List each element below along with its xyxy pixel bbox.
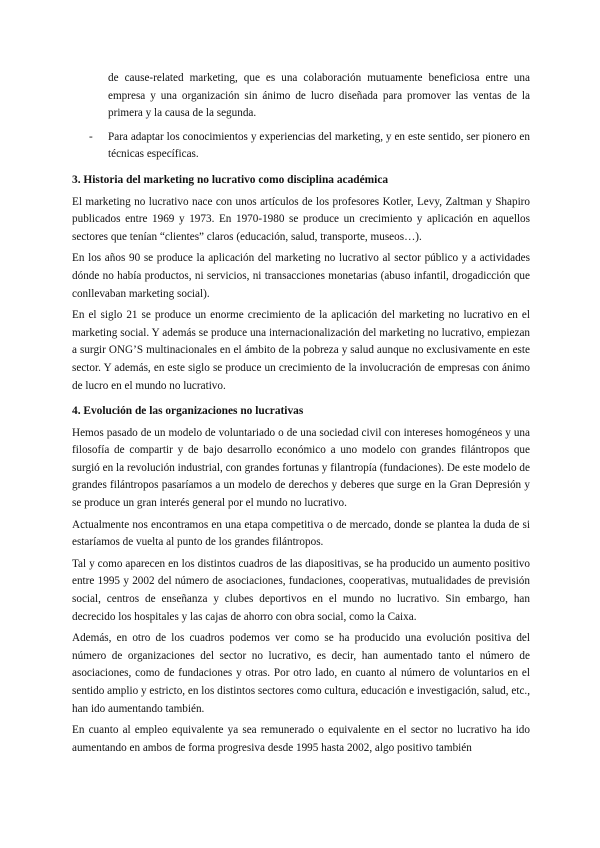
section-4-heading: 4. Evolución de las organizaciones no lucrativas [72, 405, 304, 418]
list-item-continuation: de cause-related marketing, que es una colaboración mutuamente beneficiosa entre una empresa y una organización sin ánimo de lucro diseñada para promover las ventas de la primera y la causa de la segunda. [108, 72, 530, 120]
section-4-paragraph-2: Actualmente nos encontramos en una etapa competitiva o de mercado, donde se plantea la duda de si estaríamos de vuelta al punto de los grandes filántropos. [72, 518, 530, 549]
section-3-paragraph-1: El marketing no lucrativo nace con unos artículos de los profesores Kotler, Levy, Zaltman y Shapiro publicados entre 1969 y 1973. En 1970-1980 se produce un crecimiento y aplicación en aquellos sectores que tenían “clientes” claros (educación, salud, transporte, museos…). [72, 195, 530, 243]
bullet-text: Para adaptar los conocimientos y experiencias del marketing, y en este sentido, ser pionero en técnicas específicas. [108, 130, 530, 161]
section-4-paragraph-3: Tal y como aparecen en los distintos cuadros de las diapositivas, se ha producido un aumento positivo entre 1995 y 2002 del número de asociaciones, fundaciones, cooperativas, mutualidades de previsión social, centros de enseñanza y clubes deportivos en el mundo no lucrativo. Sin embargo, han decrecido los hospitales y las cajas de ahorro con obra social, como la Caixa. [72, 557, 530, 623]
bullet-marker: - [89, 130, 93, 143]
section-3-paragraph-2: En los años 90 se produce la aplicación del marketing no lucrativo al sector público y a actividades dónde no había productos, ni servicios, ni transacciones monetarias (abuso infantil, drogadicción que conllevaban marketing social). [72, 252, 530, 300]
section-4-paragraph-1: Hemos pasado de un modelo de voluntariado o de una sociedad civil con intereses homogéneos y una filosofía de compartir y de bajo desarrollo económico a uno modelo con grandes filántropos que surgió en la revolución industrial, con grandes fortunas y filantropía (fundaciones). De este modelo de grandes filántropos pasaríamos a un modelo de derechos y deberes que surge en la Gran Depresión y se produce un gran interés general por el mundo no lucrativo. [72, 426, 530, 510]
section-4-paragraph-5: En cuanto al empleo equivalente ya sea remunerado o equivalente en el sector no lucrativo ha ido aumentando en ambos de forma progresiva desde 1995 hasta 2002, algo positivo también [72, 724, 530, 754]
section-3-heading: 3. Historia del marketing no lucrativo como disciplina académica [72, 173, 389, 186]
list-item-bullet [72, 129, 530, 164]
section-4-paragraph-4: Además, en otro de los cuadros podemos ver como se ha producido una evolución positiva del número de organizaciones del sector no lucrativo, es decir, han aumentado tanto el número de asociaciones, como de fundaciones y otras. Por otro lado, en cuanto al número de voluntarios en el sentido amplio y estricto, en los distintos sectores como cultura, educación e investigación, salud, etc., han ido aumentando también. [72, 632, 530, 715]
section-3-paragraph-3: En el siglo 21 se produce un enorme crecimiento de la aplicación del marketing no lucrativo en el marketing social. Y además se produce una internacionalización del marketing no lucrativo, empiezan a surgir ONG’S multinacionales en el ámbito de la pobreza y salud aunque no exclusivamente en este sector. Y además, en este siglo se produce un crecimiento de la involucración de empresas con ánimo de lucro en el mundo no lucrativo. [72, 309, 530, 392]
